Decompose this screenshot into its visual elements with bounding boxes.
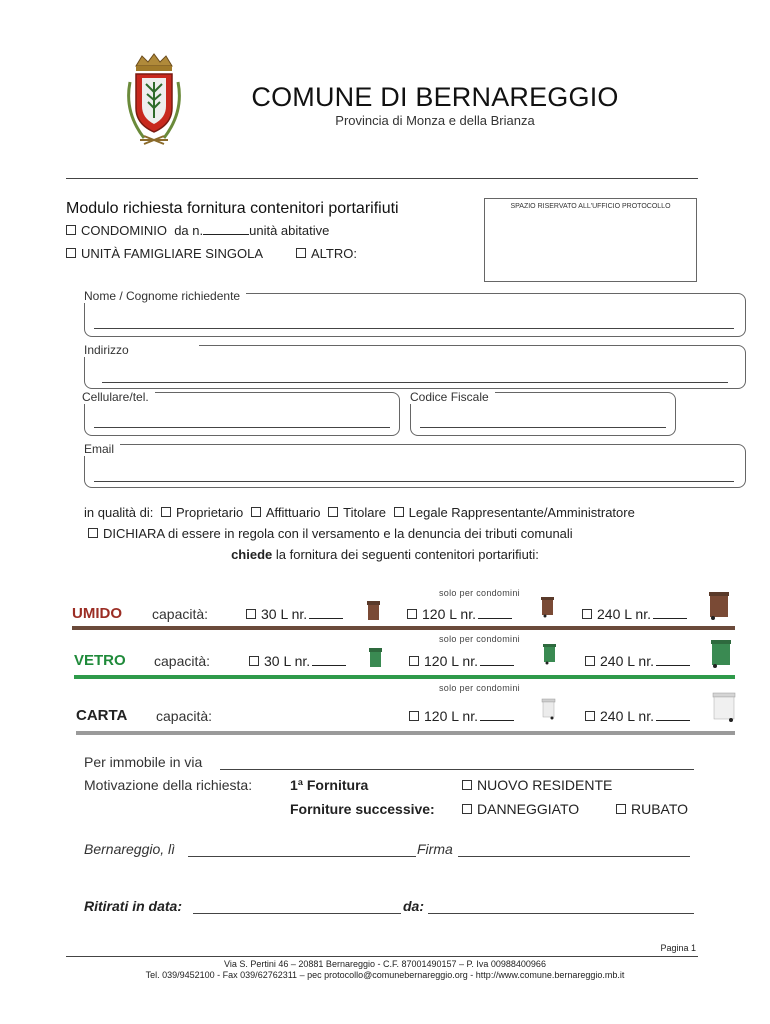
footer-address: Via S. Pertini 46 – 20881 Bernareggio - C.F. 87001490157 – P. Iva 00988400966 <box>224 959 546 969</box>
condominio-units-blank[interactable] <box>203 234 249 235</box>
umido-30l-bin-icon <box>366 599 381 621</box>
da-label: da: <box>403 898 424 914</box>
forniture-successive-label: Forniture successive: <box>290 801 435 817</box>
legale-checkbox[interactable] <box>394 507 404 517</box>
rubato-option[interactable]: RUBATO <box>616 801 688 817</box>
page-title: COMUNE DI BERNAREGGIO <box>251 82 619 112</box>
ritirati-label: Ritirati in data: <box>84 898 183 914</box>
dichiara-row[interactable] <box>88 526 573 541</box>
email-label: Email <box>84 442 120 456</box>
cellulare-label: Cellulare/tel. <box>82 390 155 404</box>
vetro-30l-bin-icon <box>368 646 383 668</box>
chiede-row <box>0 547 770 562</box>
chiede-text: la fornitura dei seguenti contenitori portarifiuti: <box>275 547 539 562</box>
carta-120l-bin-icon <box>541 698 556 720</box>
condominio-units-label: unità abitative <box>249 223 330 238</box>
solo-condomini-vetro: solo per condomini <box>439 634 520 644</box>
carta-bar <box>76 731 735 735</box>
da-line[interactable] <box>428 913 694 914</box>
vetro-label: VETRO <box>74 652 126 669</box>
umido-label: UMIDO <box>72 605 122 622</box>
umido-bar <box>72 626 735 630</box>
altro-option[interactable] <box>296 246 357 261</box>
umido-120l-option[interactable]: 120 L nr. <box>407 606 512 622</box>
affittuario-checkbox[interactable] <box>251 507 261 517</box>
condominio-da-label: da n. <box>174 223 204 238</box>
proprietario-checkbox[interactable] <box>161 507 171 517</box>
famiglia-checkbox[interactable] <box>66 248 76 258</box>
indirizzo-label: Indirizzo <box>84 343 199 357</box>
carta-capacity-label: capacità: <box>156 708 213 724</box>
vetro-120l-bin-icon <box>542 643 557 665</box>
altro-checkbox[interactable] <box>296 248 306 258</box>
header-divider <box>66 178 698 179</box>
vetro-240l-option[interactable]: 240 L nr. <box>585 653 690 669</box>
titolare-checkbox[interactable] <box>328 507 338 517</box>
condominio-option[interactable] <box>66 223 329 238</box>
ritirati-line[interactable] <box>193 913 401 914</box>
qualita-row <box>84 505 635 520</box>
famiglia-label: UNITÀ FAMIGLIARE SINGOLA <box>81 246 264 261</box>
vetro-120l-option[interactable]: 120 L nr. <box>409 653 514 669</box>
footer-contacts: Tel. 039/9452100 - Fax 039/62762311 – pec protocollo@comunebernareggio.org - http://www.comune.bernareggio.mb.it <box>145 970 625 980</box>
municipal-crest-icon <box>122 52 186 152</box>
codice-fiscale-line <box>420 427 666 428</box>
solo-condomini-carta: solo per condomini <box>439 683 520 693</box>
vetro-30l-option[interactable]: 30 L nr. <box>249 653 346 669</box>
protocol-box <box>484 198 697 282</box>
immobile-label: Per immobile in via <box>84 754 203 770</box>
nome-label: Nome / Cognome richiedente <box>84 289 246 303</box>
page-number: Pagina 1 <box>660 943 696 953</box>
immobile-line <box>220 769 694 770</box>
dichiara-checkbox[interactable] <box>88 528 98 538</box>
carta-label: CARTA <box>76 707 128 724</box>
umido-capacity-label: capacità: <box>152 606 209 622</box>
email-line <box>94 481 734 482</box>
luogo-line[interactable] <box>188 856 416 857</box>
condominio-label: CONDOMINIO <box>81 223 167 238</box>
protocol-box-label: SPAZIO RISERVATO ALL'UFFICIO PROTOCOLLO <box>510 203 671 210</box>
vetro-240l-bin-icon <box>710 639 732 669</box>
umido-120l-bin-icon <box>540 596 555 618</box>
condominio-checkbox[interactable] <box>66 225 76 235</box>
luogo-label: Bernareggio, lì <box>84 841 176 857</box>
chiede-bold: chiede <box>231 547 273 562</box>
nome-line <box>94 328 734 329</box>
famiglia-option[interactable] <box>66 246 263 261</box>
vetro-bar <box>74 675 735 679</box>
umido-240l-option[interactable]: 240 L nr. <box>582 606 687 622</box>
page-subtitle: Provincia di Monza e della Brianza <box>335 113 535 128</box>
footer-divider <box>66 956 698 957</box>
dichiara-label: DICHIARA di essere in regola con il versamento e la denuncia dei tributi comunali <box>103 526 573 541</box>
form-title: Modulo richiesta fornitura contenitori portarifiuti <box>66 200 399 217</box>
indirizzo-line <box>102 382 728 383</box>
titolare-label: Titolare <box>343 505 387 520</box>
firma-line[interactable] <box>458 856 690 857</box>
solo-condomini-umido: solo per condomini <box>439 588 520 598</box>
nuovo-residente-option[interactable]: NUOVO RESIDENTE <box>462 777 612 793</box>
proprietario-label: Proprietario <box>176 505 244 520</box>
immobile-row[interactable] <box>84 754 202 770</box>
carta-120l-option[interactable]: 120 L nr. <box>409 708 514 724</box>
cellulare-line <box>94 427 390 428</box>
codice-fiscale-label: Codice Fiscale <box>410 390 495 404</box>
umido-30l-option[interactable]: 30 L nr. <box>246 606 343 622</box>
prima-fornitura-label: 1ª Fornitura <box>290 777 369 793</box>
affittuario-label: Affittuario <box>265 505 321 520</box>
altro-label: ALTRO: <box>311 246 357 261</box>
danneggiato-option[interactable]: DANNEGGIATO <box>462 801 579 817</box>
firma-label: Firma <box>417 841 453 857</box>
qualita-label: in qualità di: <box>84 505 154 520</box>
carta-240l-option[interactable]: 240 L nr. <box>585 708 690 724</box>
motivazione-label: Motivazione della richiesta: <box>84 777 253 793</box>
umido-240l-bin-icon <box>708 591 730 621</box>
legale-label: Legale Rappresentante/Amministratore <box>408 505 635 520</box>
carta-240l-bin-icon <box>712 692 736 724</box>
vetro-capacity-label: capacità: <box>154 653 211 669</box>
